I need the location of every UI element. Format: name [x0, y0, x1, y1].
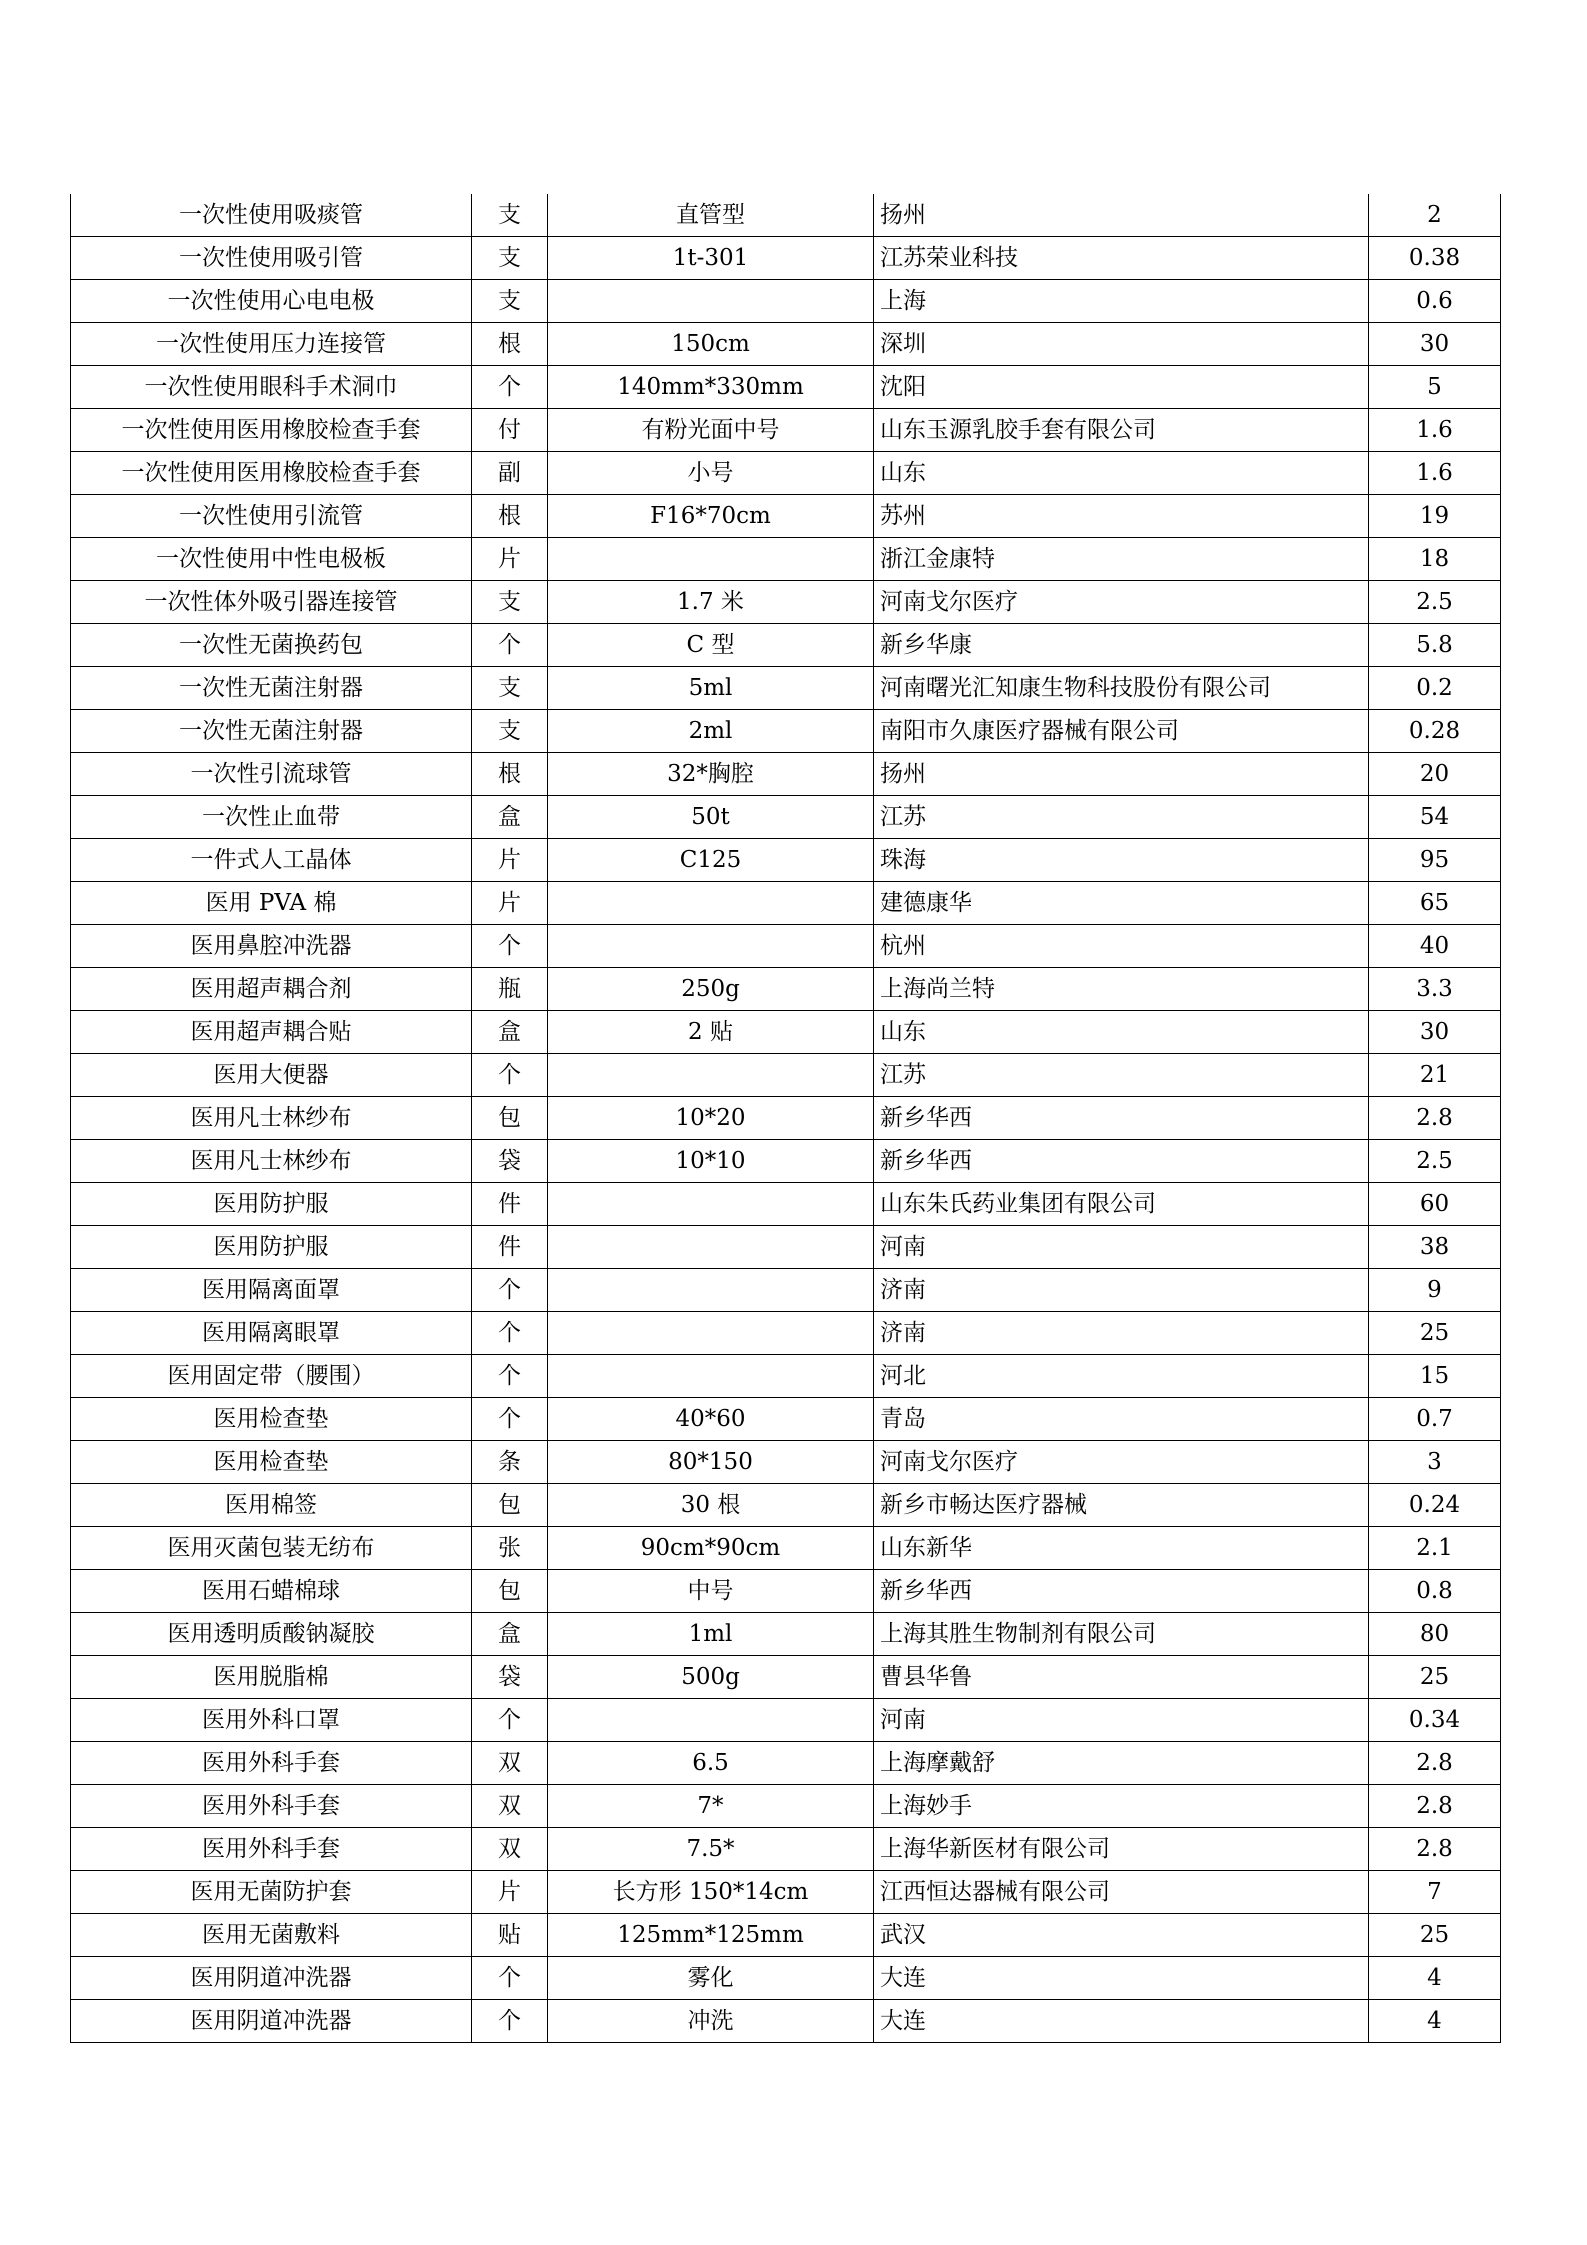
cell-product-name: 医用超声耦合贴: [71, 1011, 472, 1054]
cell-specification: 中号: [548, 1570, 874, 1613]
cell-product-name: 一件式人工晶体: [71, 839, 472, 882]
cell-specification: 125mm*125mm: [548, 1914, 874, 1957]
cell-unit: 支: [472, 581, 548, 624]
table-row: [71, 1269, 1501, 1312]
cell-price: 0.28: [1369, 710, 1501, 753]
cell-unit: 片: [472, 1871, 548, 1914]
cell-manufacturer: 新乡华康: [874, 624, 1369, 667]
cell-unit: 片: [472, 538, 548, 581]
cell-specification: 直管型: [548, 194, 874, 237]
cell-product-name: 一次性使用压力连接管: [71, 323, 472, 366]
cell-product-name: 一次性使用医用橡胶检查手套: [71, 452, 472, 495]
table-row: [71, 1484, 1501, 1527]
cell-price: 0.7: [1369, 1398, 1501, 1441]
table-row: [71, 882, 1501, 925]
cell-specification: 40*60: [548, 1398, 874, 1441]
cell-manufacturer: 河北: [874, 1355, 1369, 1398]
cell-specification: [548, 882, 874, 925]
table-row: [71, 667, 1501, 710]
cell-manufacturer: 新乡华西: [874, 1140, 1369, 1183]
cell-product-name: 医用灭菌包装无纺布: [71, 1527, 472, 1570]
cell-product-name: 医用外科口罩: [71, 1699, 472, 1742]
table-row: [71, 1355, 1501, 1398]
cell-unit: 个: [472, 1699, 548, 1742]
cell-price: 3: [1369, 1441, 1501, 1484]
cell-price: 54: [1369, 796, 1501, 839]
cell-unit: 付: [472, 409, 548, 452]
cell-manufacturer: 山东朱氏药业集团有限公司: [874, 1183, 1369, 1226]
cell-specification: 140mm*330mm: [548, 366, 874, 409]
cell-specification: 2 贴: [548, 1011, 874, 1054]
cell-product-name: 医用无菌防护套: [71, 1871, 472, 1914]
cell-product-name: 一次性使用吸引管: [71, 237, 472, 280]
cell-manufacturer: 扬州: [874, 194, 1369, 237]
cell-unit: 盒: [472, 796, 548, 839]
cell-product-name: 医用防护服: [71, 1226, 472, 1269]
cell-specification: 50t: [548, 796, 874, 839]
cell-unit: 支: [472, 194, 548, 237]
cell-specification: 有粉光面中号: [548, 409, 874, 452]
table-row: [71, 1914, 1501, 1957]
cell-price: 80: [1369, 1613, 1501, 1656]
cell-product-name: 医用阴道冲洗器: [71, 2000, 472, 2043]
cell-manufacturer: 建德康华: [874, 882, 1369, 925]
cell-manufacturer: 河南戈尔医疗: [874, 581, 1369, 624]
cell-unit: 双: [472, 1785, 548, 1828]
cell-product-name: 医用棉签: [71, 1484, 472, 1527]
cell-manufacturer: 浙江金康特: [874, 538, 1369, 581]
cell-product-name: 医用凡士林纱布: [71, 1097, 472, 1140]
table-row: [71, 796, 1501, 839]
cell-specification: [548, 280, 874, 323]
cell-specification: 冲洗: [548, 2000, 874, 2043]
cell-price: 30: [1369, 1011, 1501, 1054]
table-row: [71, 925, 1501, 968]
cell-product-name: 医用外科手套: [71, 1785, 472, 1828]
cell-product-name: 一次性无菌注射器: [71, 710, 472, 753]
table-row: [71, 1097, 1501, 1140]
cell-product-name: 一次性体外吸引器连接管: [71, 581, 472, 624]
cell-manufacturer: 江西恒达器械有限公司: [874, 1871, 1369, 1914]
cell-specification: [548, 1355, 874, 1398]
cell-unit: 个: [472, 366, 548, 409]
cell-unit: 根: [472, 495, 548, 538]
cell-specification: [548, 1269, 874, 1312]
cell-unit: 个: [472, 1398, 548, 1441]
table-body: [71, 194, 1501, 2043]
table-row: [71, 2000, 1501, 2043]
cell-specification: [548, 925, 874, 968]
cell-price: 60: [1369, 1183, 1501, 1226]
cell-manufacturer: 珠海: [874, 839, 1369, 882]
cell-price: 2.5: [1369, 1140, 1501, 1183]
cell-unit: 个: [472, 1269, 548, 1312]
cell-manufacturer: 上海摩戴舒: [874, 1742, 1369, 1785]
cell-price: 15: [1369, 1355, 1501, 1398]
cell-product-name: 一次性止血带: [71, 796, 472, 839]
cell-price: 5: [1369, 366, 1501, 409]
table-row: [71, 1871, 1501, 1914]
table-row: [71, 280, 1501, 323]
cell-specification: 5ml: [548, 667, 874, 710]
cell-manufacturer: 青岛: [874, 1398, 1369, 1441]
table-row: [71, 237, 1501, 280]
cell-price: 2: [1369, 194, 1501, 237]
cell-unit: 副: [472, 452, 548, 495]
cell-specification: 30 根: [548, 1484, 874, 1527]
cell-specification: 7.5*: [548, 1828, 874, 1871]
cell-product-name: 一次性使用中性电极板: [71, 538, 472, 581]
cell-price: 25: [1369, 1656, 1501, 1699]
cell-manufacturer: 上海华新医材有限公司: [874, 1828, 1369, 1871]
cell-product-name: 医用超声耦合剂: [71, 968, 472, 1011]
cell-product-name: 医用脱脂棉: [71, 1656, 472, 1699]
cell-price: 25: [1369, 1914, 1501, 1957]
cell-product-name: 医用阴道冲洗器: [71, 1957, 472, 2000]
cell-product-name: 一次性使用心电电极: [71, 280, 472, 323]
cell-specification: 500g: [548, 1656, 874, 1699]
cell-unit: 支: [472, 667, 548, 710]
table-row: [71, 1742, 1501, 1785]
cell-product-name: 医用大便器: [71, 1054, 472, 1097]
cell-price: 4: [1369, 2000, 1501, 2043]
cell-specification: 32*胸腔: [548, 753, 874, 796]
cell-manufacturer: 河南戈尔医疗: [874, 1441, 1369, 1484]
cell-specification: [548, 1699, 874, 1742]
cell-product-name: 一次性使用眼科手术洞巾: [71, 366, 472, 409]
cell-specification: F16*70cm: [548, 495, 874, 538]
table-row: [71, 1312, 1501, 1355]
table-row: [71, 581, 1501, 624]
cell-price: 21: [1369, 1054, 1501, 1097]
cell-price: 0.24: [1369, 1484, 1501, 1527]
cell-unit: 盒: [472, 1011, 548, 1054]
cell-manufacturer: 大连: [874, 1957, 1369, 2000]
cell-manufacturer: 扬州: [874, 753, 1369, 796]
cell-manufacturer: 上海尚兰特: [874, 968, 1369, 1011]
cell-price: 9: [1369, 1269, 1501, 1312]
cell-manufacturer: 南阳市久康医疗器械有限公司: [874, 710, 1369, 753]
cell-specification: [548, 538, 874, 581]
cell-manufacturer: 山东: [874, 452, 1369, 495]
table-row: [71, 1828, 1501, 1871]
cell-price: 2.1: [1369, 1527, 1501, 1570]
cell-unit: 件: [472, 1183, 548, 1226]
cell-unit: 个: [472, 1054, 548, 1097]
cell-unit: 包: [472, 1570, 548, 1613]
cell-product-name: 一次性使用医用橡胶检查手套: [71, 409, 472, 452]
cell-product-name: 医用鼻腔冲洗器: [71, 925, 472, 968]
cell-product-name: 一次性无菌注射器: [71, 667, 472, 710]
cell-unit: 盒: [472, 1613, 548, 1656]
cell-price: 0.38: [1369, 237, 1501, 280]
table-row: [71, 409, 1501, 452]
cell-product-name: 医用外科手套: [71, 1742, 472, 1785]
cell-manufacturer: 济南: [874, 1269, 1369, 1312]
cell-manufacturer: 江苏: [874, 796, 1369, 839]
cell-manufacturer: 上海: [874, 280, 1369, 323]
cell-manufacturer: 江苏: [874, 1054, 1369, 1097]
cell-product-name: 医用透明质酸钠凝胶: [71, 1613, 472, 1656]
cell-specification: 小号: [548, 452, 874, 495]
cell-specification: 长方形 150*14cm: [548, 1871, 874, 1914]
cell-unit: 个: [472, 1355, 548, 1398]
cell-specification: [548, 1054, 874, 1097]
cell-price: 20: [1369, 753, 1501, 796]
cell-price: 0.34: [1369, 1699, 1501, 1742]
cell-specification: [548, 1226, 874, 1269]
cell-manufacturer: 上海妙手: [874, 1785, 1369, 1828]
cell-specification: 250g: [548, 968, 874, 1011]
cell-unit: 双: [472, 1742, 548, 1785]
cell-price: 95: [1369, 839, 1501, 882]
table-row: [71, 1011, 1501, 1054]
cell-unit: 个: [472, 624, 548, 667]
cell-unit: 个: [472, 1312, 548, 1355]
cell-unit: 条: [472, 1441, 548, 1484]
table-row: [71, 323, 1501, 366]
table-row: [71, 1398, 1501, 1441]
table-row: [71, 753, 1501, 796]
cell-specification: 90cm*90cm: [548, 1527, 874, 1570]
cell-manufacturer: 上海其胜生物制剂有限公司: [874, 1613, 1369, 1656]
cell-manufacturer: 河南: [874, 1226, 1369, 1269]
table-row: [71, 1527, 1501, 1570]
cell-price: 19: [1369, 495, 1501, 538]
cell-price: 2.8: [1369, 1785, 1501, 1828]
cell-manufacturer: 新乡华西: [874, 1097, 1369, 1140]
cell-unit: 片: [472, 839, 548, 882]
cell-specification: 6.5: [548, 1742, 874, 1785]
cell-product-name: 医用 PVA 棉: [71, 882, 472, 925]
cell-product-name: 医用检查垫: [71, 1398, 472, 1441]
table-row: [71, 1699, 1501, 1742]
cell-specification: 150cm: [548, 323, 874, 366]
table-row: [71, 1613, 1501, 1656]
cell-specification: C 型: [548, 624, 874, 667]
table-row: [71, 1570, 1501, 1613]
cell-unit: 包: [472, 1097, 548, 1140]
cell-price: 2.8: [1369, 1742, 1501, 1785]
cell-price: 40: [1369, 925, 1501, 968]
cell-price: 7: [1369, 1871, 1501, 1914]
cell-price: 3.3: [1369, 968, 1501, 1011]
cell-price: 2.8: [1369, 1828, 1501, 1871]
cell-specification: 1ml: [548, 1613, 874, 1656]
table-row: [71, 1183, 1501, 1226]
cell-product-name: 医用检查垫: [71, 1441, 472, 1484]
cell-unit: 贴: [472, 1914, 548, 1957]
cell-specification: 80*150: [548, 1441, 874, 1484]
cell-specification: 10*10: [548, 1140, 874, 1183]
cell-price: 2.5: [1369, 581, 1501, 624]
cell-product-name: 医用防护服: [71, 1183, 472, 1226]
cell-product-name: 医用凡士林纱布: [71, 1140, 472, 1183]
cell-manufacturer: 大连: [874, 2000, 1369, 2043]
cell-manufacturer: 深圳: [874, 323, 1369, 366]
table-row: [71, 538, 1501, 581]
cell-price: 30: [1369, 323, 1501, 366]
cell-price: 2.8: [1369, 1097, 1501, 1140]
cell-product-name: 一次性使用引流管: [71, 495, 472, 538]
cell-unit: 件: [472, 1226, 548, 1269]
cell-unit: 瓶: [472, 968, 548, 1011]
cell-product-name: 一次性引流球管: [71, 753, 472, 796]
cell-unit: 支: [472, 237, 548, 280]
cell-specification: 7*: [548, 1785, 874, 1828]
cell-unit: 支: [472, 280, 548, 323]
table-row: [71, 366, 1501, 409]
cell-price: 38: [1369, 1226, 1501, 1269]
cell-unit: 袋: [472, 1656, 548, 1699]
consumables-price-table: [70, 194, 1501, 2043]
cell-specification: [548, 1312, 874, 1355]
table-row: [71, 1140, 1501, 1183]
cell-unit: 双: [472, 1828, 548, 1871]
table-row: [71, 1226, 1501, 1269]
table-row: [71, 624, 1501, 667]
table-row: [71, 452, 1501, 495]
cell-manufacturer: 山东新华: [874, 1527, 1369, 1570]
cell-price: 65: [1369, 882, 1501, 925]
table-row: [71, 194, 1501, 237]
cell-manufacturer: 武汉: [874, 1914, 1369, 1957]
table-row: [71, 1957, 1501, 2000]
table-row: [71, 1441, 1501, 1484]
cell-manufacturer: 新乡华西: [874, 1570, 1369, 1613]
cell-price: 0.6: [1369, 280, 1501, 323]
cell-price: 5.8: [1369, 624, 1501, 667]
table-row: [71, 710, 1501, 753]
cell-price: 4: [1369, 1957, 1501, 2000]
cell-manufacturer: 新乡市畅达医疗器械: [874, 1484, 1369, 1527]
cell-product-name: 医用隔离面罩: [71, 1269, 472, 1312]
cell-unit: 包: [472, 1484, 548, 1527]
cell-manufacturer: 山东玉源乳胶手套有限公司: [874, 409, 1369, 452]
table-row: [71, 968, 1501, 1011]
table-row: [71, 495, 1501, 538]
cell-product-name: 医用外科手套: [71, 1828, 472, 1871]
cell-product-name: 医用无菌敷料: [71, 1914, 472, 1957]
cell-unit: 张: [472, 1527, 548, 1570]
cell-product-name: 一次性使用吸痰管: [71, 194, 472, 237]
table-row: [71, 1785, 1501, 1828]
cell-specification: 2ml: [548, 710, 874, 753]
cell-manufacturer: 曹县华鲁: [874, 1656, 1369, 1699]
cell-product-name: 医用石蜡棉球: [71, 1570, 472, 1613]
cell-specification: 1t-301: [548, 237, 874, 280]
cell-unit: 根: [472, 323, 548, 366]
cell-manufacturer: 江苏荣业科技: [874, 237, 1369, 280]
cell-price: 0.2: [1369, 667, 1501, 710]
cell-manufacturer: 苏州: [874, 495, 1369, 538]
cell-price: 18: [1369, 538, 1501, 581]
cell-specification: [548, 1183, 874, 1226]
cell-product-name: 医用隔离眼罩: [71, 1312, 472, 1355]
cell-unit: 袋: [472, 1140, 548, 1183]
cell-manufacturer: 山东: [874, 1011, 1369, 1054]
cell-unit: 个: [472, 2000, 548, 2043]
cell-price: 1.6: [1369, 409, 1501, 452]
cell-unit: 根: [472, 753, 548, 796]
cell-specification: C125: [548, 839, 874, 882]
cell-specification: 1.7 米: [548, 581, 874, 624]
cell-manufacturer: 济南: [874, 1312, 1369, 1355]
cell-unit: 支: [472, 710, 548, 753]
cell-specification: 雾化: [548, 1957, 874, 2000]
cell-manufacturer: 河南曙光汇知康生物科技股份有限公司: [874, 667, 1369, 710]
cell-product-name: 一次性无菌换药包: [71, 624, 472, 667]
cell-unit: 片: [472, 882, 548, 925]
table-row: [71, 839, 1501, 882]
cell-manufacturer: 沈阳: [874, 366, 1369, 409]
cell-price: 1.6: [1369, 452, 1501, 495]
cell-product-name: 医用固定带（腰围）: [71, 1355, 472, 1398]
cell-manufacturer: 杭州: [874, 925, 1369, 968]
cell-manufacturer: 河南: [874, 1699, 1369, 1742]
cell-price: 0.8: [1369, 1570, 1501, 1613]
cell-specification: 10*20: [548, 1097, 874, 1140]
cell-price: 25: [1369, 1312, 1501, 1355]
cell-unit: 个: [472, 925, 548, 968]
table-row: [71, 1054, 1501, 1097]
table-row: [71, 1656, 1501, 1699]
cell-unit: 个: [472, 1957, 548, 2000]
